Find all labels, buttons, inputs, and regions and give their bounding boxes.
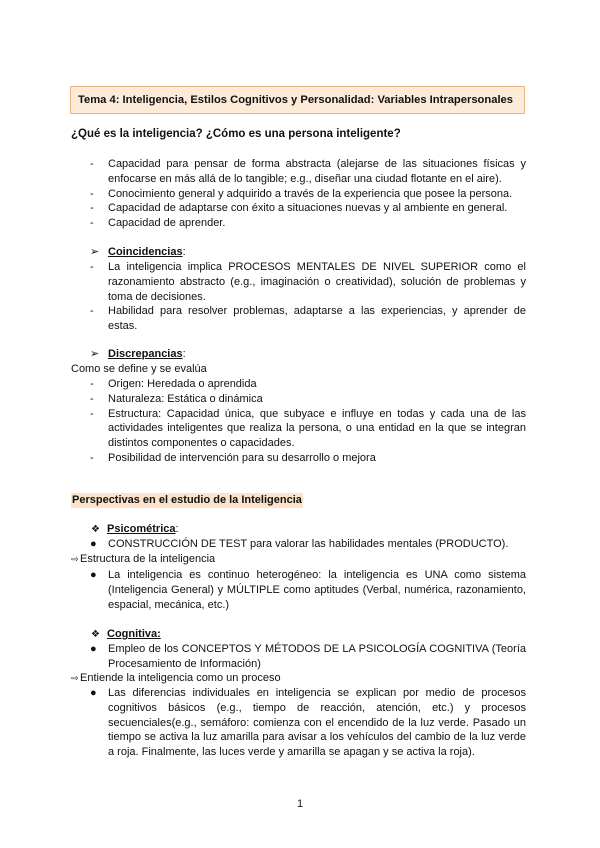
coincidencias-heading: ➢ Coincidencias: bbox=[90, 246, 186, 258]
psicometrica-heading: ❖ Psicométrica: bbox=[91, 522, 179, 538]
list-item: - Naturaleza: Estática o dinámica bbox=[90, 392, 263, 405]
cognitiva-list-1 bbox=[90, 642, 526, 672]
topic-title-box bbox=[70, 86, 525, 114]
list-item: ● CONSTRUCCIÓN DE TEST para valorar las habilidades mentales (PRODUCTO). bbox=[90, 538, 509, 550]
list-item: - Capacidad de aprender. bbox=[90, 217, 226, 230]
topic-title: Tema 4: Inteligencia, Estilos Cognitivos y Personalidad: Variables Intrapersonales bbox=[78, 94, 513, 106]
diamond-bullet-icon: ❖ bbox=[91, 524, 100, 535]
question-heading: ¿Qué es la inteligencia? ¿Cómo es una persona inteligente? bbox=[71, 128, 401, 140]
arrow-bullet-icon: ➢ bbox=[90, 246, 100, 258]
cognitiva-list-2 bbox=[90, 686, 526, 760]
cognitiva-subheading: ⇨Entiende la inteligencia como un proceso bbox=[71, 672, 281, 684]
discrepancias-heading: ➢ Discrepancias: bbox=[90, 348, 186, 360]
list-item: - Capacidad de adaptarse con éxito a situaciones nuevas y al ambiente en general. bbox=[90, 202, 508, 215]
list-item: ● La inteligencia es continuo heterogéneo: la inteligencia es UNA como sistema (Inteligencia General) y MÚLTIPLE como aptitudes (Verbal, numérica, razonamiento, espacial, mecánica, etc.) bbox=[90, 569, 526, 611]
list-item: - Habilidad para resolver problemas, adaptarse a las experiencias, y aprender de estas. bbox=[90, 305, 526, 333]
discrepancias-list bbox=[90, 377, 526, 466]
cognitiva-heading: ❖ Cognitiva: bbox=[91, 627, 161, 643]
perspectives-heading: Perspectivas en el estudio de la Inteligencia bbox=[72, 494, 302, 506]
list-item: ● Las diferencias individuales en inteligencia se explican por medio de procesos cognitivos básicos (e.g., tiempo de reacción, atención, etc.) y procesos secuenciales(e.g., semáforo: comienza con el encendido de la luz verde. Pasado un tiempo se activa la luz amarilla para avisar a los vehículos del cambio de la luz verde a roja. Finalmente, las luces verde y amarilla se apagan y se activa la roja). bbox=[90, 687, 526, 759]
psicometrica-list-2 bbox=[90, 568, 526, 612]
circle-arrow-icon: ⇨ bbox=[71, 554, 79, 564]
definitions-list bbox=[90, 157, 526, 231]
list-item: ● Empleo de los CONCEPTOS Y MÉTODOS DE LA PSICOLOGÍA COGNITIVA (Teoría Procesamiento de Información) bbox=[90, 643, 526, 670]
diamond-bullet-icon: ❖ bbox=[91, 629, 100, 640]
definitions-list-block bbox=[90, 157, 526, 231]
discrepancias-list-block bbox=[90, 377, 526, 466]
coincidencias-list bbox=[90, 260, 526, 334]
coincidencias-list-block bbox=[90, 260, 526, 334]
psicometrica-list-1 bbox=[90, 537, 526, 552]
arrow-bullet-icon: ➢ bbox=[90, 348, 100, 360]
circle-arrow-icon: ⇨ bbox=[71, 673, 79, 683]
psicometrica-subheading: ⇨Estructura de la inteligencia bbox=[71, 553, 216, 565]
list-item: - Conocimiento general y adquirido a través de la experiencia que posee la persona. bbox=[90, 187, 513, 200]
page-number: 1 bbox=[296, 798, 304, 810]
list-item: - Origen: Heredada o aprendida bbox=[90, 378, 257, 390]
list-item: - Posibilidad de intervención para su desarrollo o mejora bbox=[90, 451, 376, 464]
list-item: - Capacidad para pensar de forma abstracta (alejarse de las situaciones físicas y enfocarse en más allá de lo tangible; e.g., diseñar una ciudad flotante en el aire). bbox=[90, 158, 526, 185]
list-item: - La inteligencia implica PROCESOS MENTALES DE NIVEL SUPERIOR como el razonamiento abstracto (e.g., imaginación o creatividad), solución de problemas y toma de decisiones. bbox=[90, 261, 526, 303]
discrepancias-intro: Como se define y se evalúa bbox=[71, 363, 207, 375]
list-item: - Estructura: Capacidad única, que subyace e influye en todas y cada una de las actividades inteligentes que realiza la persona, o una entidad en la que se integran distintos componentes o capacidades. bbox=[90, 407, 526, 450]
